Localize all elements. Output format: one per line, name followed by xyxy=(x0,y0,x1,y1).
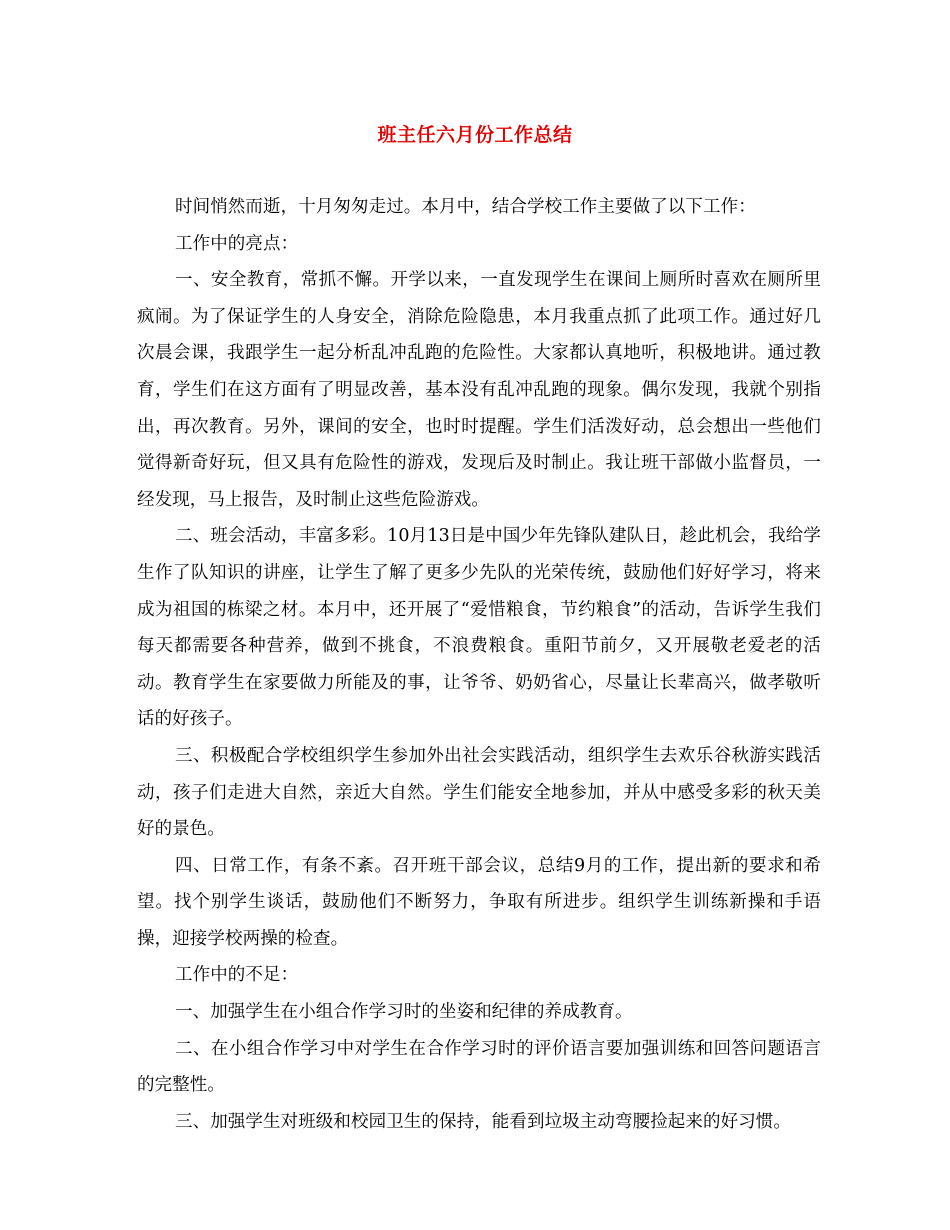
paragraph-shortcoming-2: 二、在小组合作学习中对学生在合作学习时的评价语言要加强训练和回答问题语言的完整性。 xyxy=(137,1038,821,1096)
document-title: 班主任六月份工作总结 xyxy=(377,124,573,146)
paragraph-highlights-heading: 工作中的亮点： xyxy=(175,233,299,254)
paragraph-social-practice: 三、积极配合学校组织学生参加外出社会实践活动，组织学生去欢乐谷秋游实践活动，孩子们走进大自然，亲近大自然。学生们能安全地参加，并从中感受多彩的秋天美好的景色。 xyxy=(137,745,821,840)
paragraph-daily-work: 四、日常工作，有条不紊。召开班干部会议，总结9月的工作，提出新的要求和希望。找个别学生谈话，鼓励他们不断努力，争取有所进步。组织学生训练新操和手语操，迎接学校两操的检查。 xyxy=(137,855,821,949)
paragraph-class-meetings: 二、班会活动，丰富多彩。10月13日是中国少年先锋队建队日，趁此机会，我给学生作了队知识的讲座，让学生了解了更多少先队的光荣传统，鼓励他们好好学习，将来成为祖国的栋梁之材。本月中，还开展了“爱惜粮食，节约粮食”的活动，告诉学生我们每天都需要各种营养，做到不挑食，不浪费粮食。重阳节前夕，又开展敬老爱老的活动。教育学生在家要做力所能及的事，让爷爷、奶奶省心，尽量让长辈高兴，做孝敬听话的好孩子。 xyxy=(137,526,821,730)
paragraph-intro: 时间悄然而逝，十月匆匆走过。本月中，结合学校工作主要做了以下工作： xyxy=(175,197,756,217)
paragraph-safety-education: 一、安全教育，常抓不懈。开学以来，一直发现学生在课间上厕所时喜欢在厕所里疯闹。为了保证学生的人身安全，消除危险隐患，本月我重点抓了此项工作。通过好几次晨会课，我跟学生一起分析乱冲乱跑的危险性。大家都认真地听，积极地讲。通过教育，学生们在这方面有了明显改善，基本没有乱冲乱跑的现象。偶尔发现，我就个别指出，再次教育。另外，课间的安全，也时时提醒。学生们活泼好动，总会想出一些他们觉得新奇好玩，但又具有危险性的游戏，发现后及时制止。我让班干部做小监督员，一经发现，马上报告，及时制止这些危险游戏。 xyxy=(137,270,821,510)
paragraph-shortcoming-1: 一、加强学生在小组合作学习时的坐姿和纪律的养成教育。 xyxy=(175,1002,633,1023)
document-body xyxy=(137,189,821,1140)
paragraph-shortcomings-heading: 工作中的不足： xyxy=(175,965,299,986)
paragraph-shortcoming-3: 三、加强学生对班级和校园卫生的保持，能看到垃圾主动弯腰捡起来的好习惯。 xyxy=(175,1111,791,1132)
